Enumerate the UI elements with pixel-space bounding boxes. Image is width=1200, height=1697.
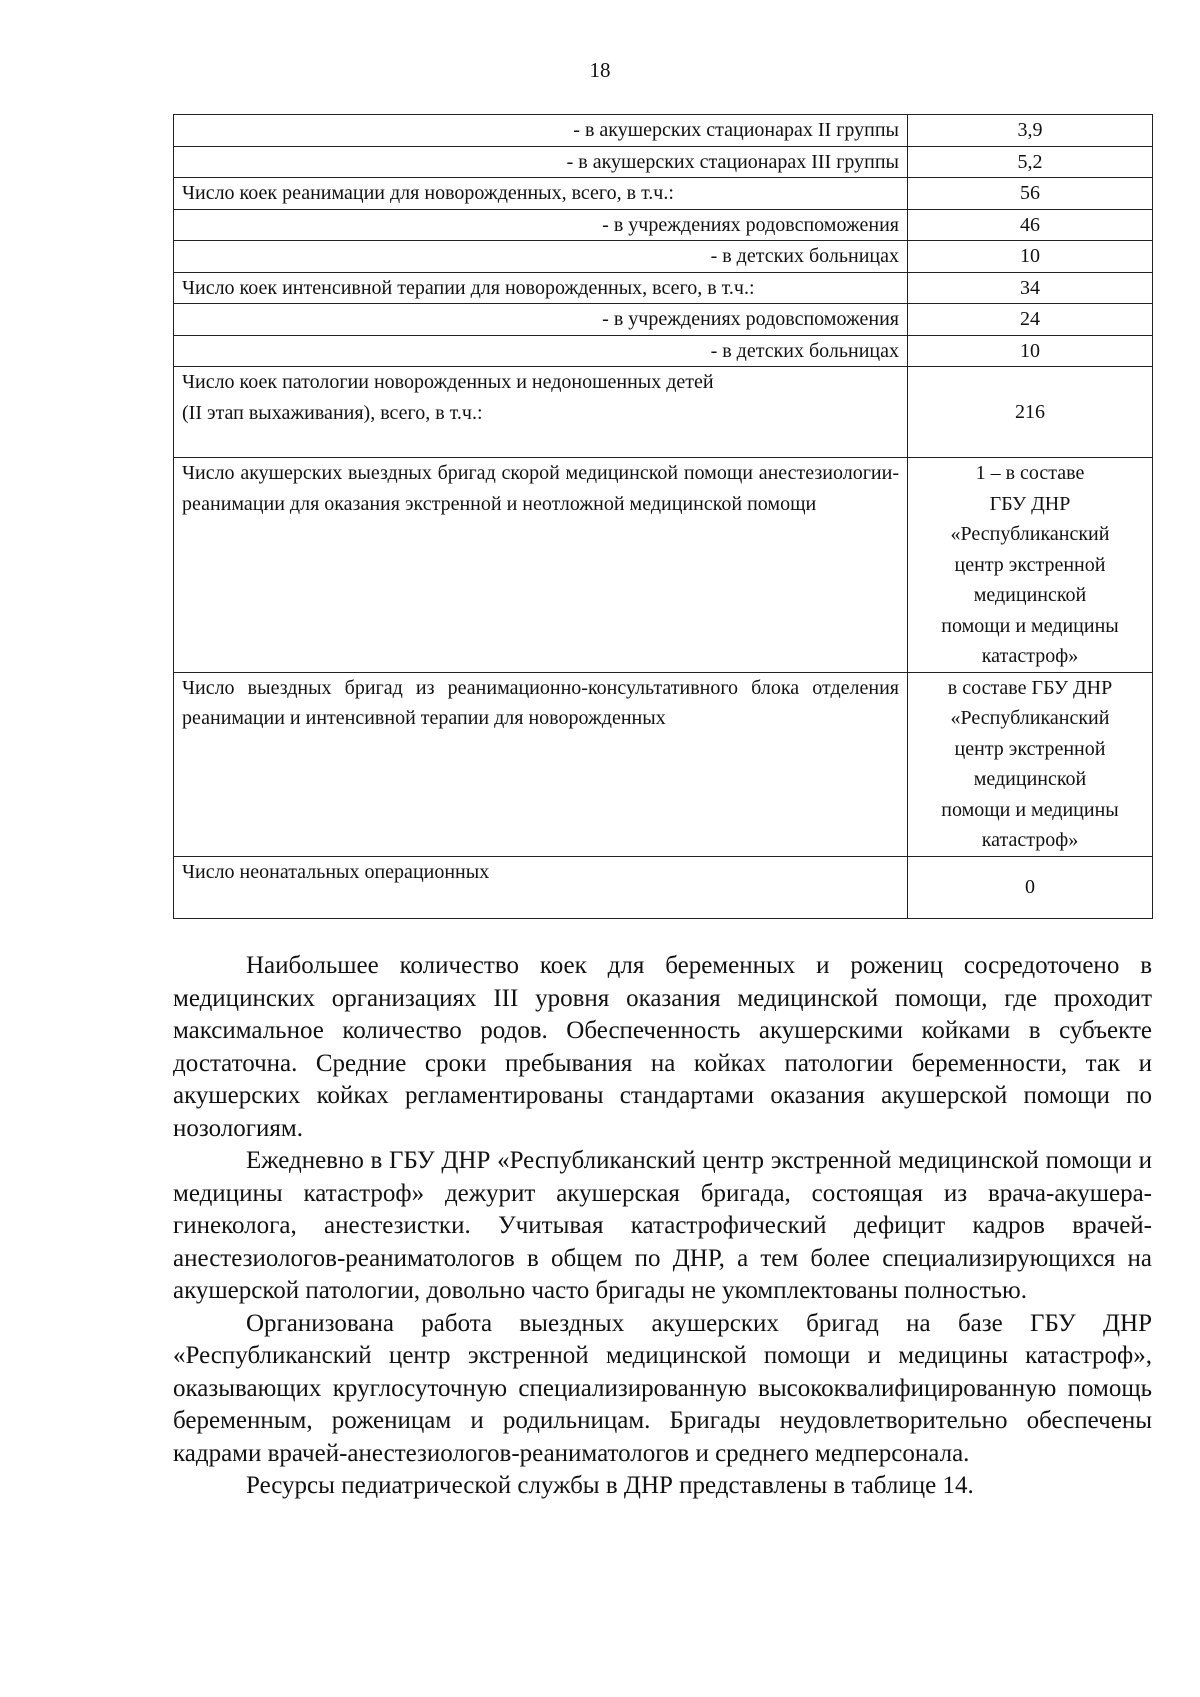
paragraph: Ресурсы педиатрической службы в ДНР представлены в таблице 14. — [246, 1472, 974, 1499]
value-line: медицинской — [973, 584, 1087, 606]
row-value — [908, 458, 1153, 673]
table-row — [174, 209, 1153, 241]
table-row — [174, 304, 1153, 336]
row-value: 46 — [908, 209, 1153, 241]
value-line: ГБУ ДНР — [989, 492, 1071, 515]
table-row-obstetric-teams — [174, 458, 1153, 673]
row-label: - в детских больницах — [174, 335, 908, 367]
table-row-resuscitation-teams — [174, 672, 1153, 856]
row-value: 3,9 — [908, 115, 1153, 147]
table-row — [174, 146, 1153, 178]
value-line: катастроф» — [981, 829, 1079, 851]
value-line: помощи и медицины — [941, 798, 1119, 821]
table-row — [174, 178, 1153, 210]
row-label: Число выездных бригад из реанимационно-консультативного блока отделения реанимации и интенсивной терапии для новорожденных — [174, 672, 908, 856]
row-value: 216 — [908, 367, 1153, 458]
paragraph: Наибольшее количество коек для беременных и рожениц сосредоточено в медицинских организациях III уровня оказания медицинской помощи, где проходит максимальное количество родов. Обеспеченность акушерскими койками в субъекте достаточна. Средние сроки пребывания на койках патологии беременности, так и акушерских койках регламентированы стандартами оказания акушерской помощи по нозологиям. — [173, 952, 1152, 1142]
row-label-line: (II этап выхаживания), всего, в т.ч.: — [182, 401, 483, 424]
row-label: - в учреждениях родовспоможения — [174, 304, 908, 336]
value-line: «Республиканский — [950, 523, 1110, 545]
row-label — [174, 367, 908, 458]
row-label: Число акушерских выездных бригад скорой медицинской помощи анестезиологии-реанимации для оказания экстренной и неотложной медицинской помощи — [174, 458, 908, 673]
table-row — [174, 272, 1153, 304]
row-label: - в акушерских стационарах II группы — [174, 115, 908, 147]
table-row — [174, 335, 1153, 367]
value-line: 1 – в составе — [975, 462, 1085, 484]
row-value: 5,2 — [908, 146, 1153, 178]
value-line: помощи и медицины — [941, 614, 1119, 637]
row-label: Число неонатальных операционных — [174, 856, 908, 918]
table-row-neonatal-surgery — [174, 856, 1153, 918]
table-row-pathology — [174, 367, 1153, 458]
row-value: 10 — [908, 335, 1153, 367]
value-line: медицинской — [973, 768, 1087, 790]
row-value: 56 — [908, 178, 1153, 210]
value-line: «Республиканский — [950, 707, 1110, 729]
row-value: 0 — [908, 856, 1153, 918]
resources-table — [173, 114, 1153, 919]
row-label: Число коек интенсивной терапии для новорожденных, всего, в т.ч.: — [174, 272, 908, 304]
row-value: 34 — [908, 272, 1153, 304]
row-label-line: Число коек патологии новорожденных и недоношенных детей — [182, 371, 714, 393]
row-value — [908, 672, 1153, 856]
row-value: 10 — [908, 241, 1153, 273]
row-value: 24 — [908, 304, 1153, 336]
value-line: в составе ГБУ ДНР — [947, 676, 1113, 699]
value-line: катастроф» — [981, 645, 1079, 667]
value-line: центр экстренной — [954, 553, 1106, 576]
value-line: центр экстренной — [954, 737, 1106, 760]
row-label: - в учреждениях родовспоможения — [174, 209, 908, 241]
row-label: Число коек реанимации для новорожденных, всего, в т.ч.: — [174, 178, 908, 210]
page-number: 18 — [589, 58, 611, 82]
body-text — [173, 950, 1152, 1503]
row-label: - в акушерских стационарах III группы — [174, 146, 908, 178]
paragraph: Ежедневно в ГБУ ДНР «Республиканский центр экстренной медицинской помощи и медицины катастроф» дежурит акушерская бригада, состоящая из врача-акушера-гинеколога, анестезистки. Учитывая катастрофический дефицит кадров врачей-анестезиологов-реаниматологов в общем по ДНР, а тем более специализирующихся на акушерской патологии, довольно часто бригады не укомплектованы полностью. — [173, 1147, 1152, 1304]
row-label: - в детских больницах — [174, 241, 908, 273]
table-row — [174, 241, 1153, 273]
table-row — [174, 115, 1153, 147]
paragraph: Организована работа выездных акушерских бригад на базе ГБУ ДНР «Республиканский центр экстренной медицинской помощи и медицины катастроф», оказывающих круглосуточную специализированную высококвалифицированную помощь беременным, роженицам и родильницам. Бригады неудовлетворительно обеспечены кадрами врачей-анестезиологов-реаниматологов и среднего медперсонала. — [173, 1309, 1152, 1467]
